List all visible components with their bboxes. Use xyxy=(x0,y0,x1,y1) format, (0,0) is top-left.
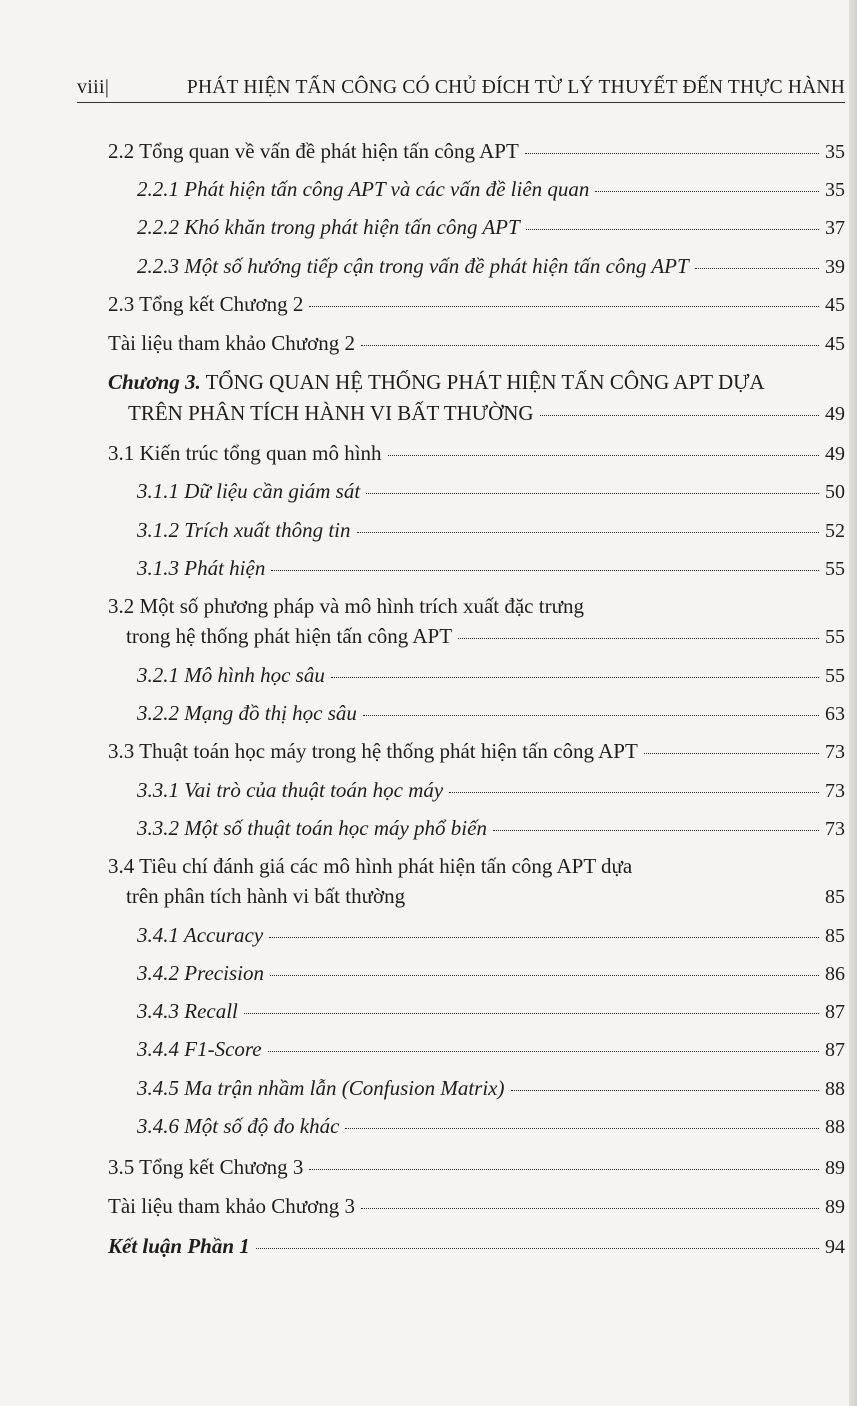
toc-entry-3-1-3[interactable] xyxy=(137,556,845,581)
toc-leader-dots xyxy=(270,975,819,976)
toc-entry-3-4-2[interactable] xyxy=(137,961,845,986)
toc-leader-dots xyxy=(366,493,819,494)
toc-page-number: 87 xyxy=(825,1001,845,1023)
toc-entry-2-3[interactable] xyxy=(108,292,845,317)
toc-entry-label: 3.3.1 Vai trò của thuật toán học máy xyxy=(137,778,444,802)
toc-page-number: 85 xyxy=(825,886,845,908)
toc-leader-dots xyxy=(493,830,819,831)
toc-entry-3-4-3[interactable] xyxy=(137,999,845,1024)
toc-entry-conclusion-part1[interactable] xyxy=(108,1234,845,1259)
toc-page-number: 85 xyxy=(825,925,845,947)
page-number: viii| xyxy=(77,76,110,98)
toc-entry-label-line2: trong hệ thống phát hiện tấn công APT xyxy=(126,624,453,648)
chapter-label: Chương 3. xyxy=(108,370,201,394)
toc-entry-3-1-1[interactable] xyxy=(137,479,845,504)
toc-entry-3-3[interactable] xyxy=(108,739,845,764)
toc-page-number: 73 xyxy=(825,818,845,840)
toc-leader-dots xyxy=(363,715,819,716)
toc-leader-dots xyxy=(511,1090,820,1091)
toc-leader-dots xyxy=(540,415,819,416)
toc-entry-3-4-1[interactable] xyxy=(137,923,845,948)
toc-entry-3-1[interactable] xyxy=(108,441,845,466)
toc-entry-3-4-line2[interactable] xyxy=(126,884,845,909)
toc-page-number: 88 xyxy=(825,1078,845,1100)
running-title: PHÁT HIỆN TẤN CÔNG CÓ CHỦ ĐÍCH TỪ LÝ THUYẾT ĐẾN THỰC HÀNH xyxy=(186,77,845,98)
toc-chapter-3-heading-line2[interactable] xyxy=(128,401,845,426)
toc-leader-dots xyxy=(345,1128,819,1129)
toc-leader-dots xyxy=(595,191,819,192)
toc-entry-label: 3.1.2 Trích xuất thông tin xyxy=(137,518,351,542)
toc-leader-dots xyxy=(644,753,819,754)
toc-entry-label: 3.4.5 Ma trận nhầm lẫn (Confusion Matrix) xyxy=(137,1076,505,1100)
toc-page-number: 49 xyxy=(825,443,845,465)
toc-page-number: 73 xyxy=(825,780,845,802)
toc-page-number: 39 xyxy=(825,256,845,278)
toc-entry-label: 2.2 Tổng quan về vấn đề phát hiện tấn công APT xyxy=(108,139,519,163)
toc-entry-3-4-5[interactable] xyxy=(137,1076,845,1101)
toc-entry-3-2-line1[interactable] xyxy=(108,594,584,619)
toc-leader-dots xyxy=(361,345,819,346)
toc-entry-label: Kết luận Phần 1 xyxy=(108,1234,250,1258)
toc-leader-dots xyxy=(256,1248,819,1249)
toc-entry-label: Tài liệu tham khảo Chương 2 xyxy=(108,331,356,355)
toc-leader-dots xyxy=(526,229,819,230)
toc-leader-space xyxy=(411,898,819,899)
toc-leader-dots xyxy=(244,1013,819,1014)
toc-page-number: 73 xyxy=(825,741,845,763)
toc-entry-label: 3.3 Thuật toán học máy trong hệ thống phát hiện tấn công APT xyxy=(108,739,638,763)
toc-entry-label: 2.2.3 Một số hướng tiếp cận trong vấn đề phát hiện tấn công APT xyxy=(137,254,689,278)
toc-leader-dots xyxy=(449,792,819,793)
toc-page-number: 86 xyxy=(825,963,845,985)
toc-entry-label-line2: trên phân tích hành vi bất thường xyxy=(126,884,406,908)
toc-entry-3-3-1[interactable] xyxy=(137,778,845,803)
toc-entry-3-2-line2[interactable] xyxy=(126,624,845,649)
toc-entry-3-4-line1[interactable] xyxy=(108,854,632,879)
toc-entry-2-2-2[interactable] xyxy=(137,215,845,240)
toc-leader-dots xyxy=(268,1051,819,1052)
toc-page-number: 35 xyxy=(825,179,845,201)
toc-entry-3-2-2[interactable] xyxy=(137,701,845,726)
toc-page-number: 63 xyxy=(825,703,845,725)
toc-leader-dots xyxy=(525,153,819,154)
toc-leader-dots xyxy=(458,638,819,639)
toc-entry-label: 3.4.6 Một số độ đo khác xyxy=(137,1114,340,1138)
toc-page-number: 89 xyxy=(825,1196,845,1218)
toc-leader-dots xyxy=(309,1169,819,1170)
toc-leader-dots xyxy=(269,937,819,938)
toc-entry-label: 3.4.2 Precision xyxy=(137,961,264,985)
toc-entry-label: 3.5 Tổng kết Chương 3 xyxy=(108,1155,304,1179)
toc-entry-label: 3.1.1 Dữ liệu cần giám sát xyxy=(137,479,361,503)
toc-entry-label: 3.1.3 Phát hiện xyxy=(137,556,266,580)
toc-leader-dots xyxy=(388,455,819,456)
toc-page-number: 88 xyxy=(825,1116,845,1138)
toc-chapter-3-heading[interactable] xyxy=(108,370,765,395)
toc-entry-label: 3.4.3 Recall xyxy=(137,999,238,1023)
toc-page-number: 55 xyxy=(825,558,845,580)
toc-entry-label: 3.4.1 Accuracy xyxy=(137,923,264,947)
toc-entry-label: 3.2.1 Mô hình học sâu xyxy=(137,663,325,687)
toc-entry-label: 3.4.4 F1-Score xyxy=(137,1037,262,1061)
toc-entry-3-5[interactable] xyxy=(108,1155,845,1180)
toc-entry-2-2-3[interactable] xyxy=(137,254,845,279)
toc-entry-3-3-2[interactable] xyxy=(137,816,845,841)
toc-leader-dots xyxy=(695,268,819,269)
toc-page-number: 35 xyxy=(825,141,845,163)
toc-entry-label: 2.3 Tổng kết Chương 2 xyxy=(108,292,304,316)
toc-page-number: 94 xyxy=(825,1236,845,1258)
toc-page-number: 45 xyxy=(825,333,845,355)
toc-entry-3-1-2[interactable] xyxy=(137,518,845,543)
toc-entry-references-ch2[interactable] xyxy=(108,331,845,356)
page-edge xyxy=(849,0,857,1406)
toc-entry-label-line1: 3.2 Một số phương pháp và mô hình trích xuất đặc trưng xyxy=(108,594,584,618)
toc-entry-label: 2.2.2 Khó khăn trong phát hiện tấn công APT xyxy=(137,215,520,239)
toc-page-number: 55 xyxy=(825,626,845,648)
toc-entry-2-2-1[interactable] xyxy=(137,177,845,202)
toc-leader-dots xyxy=(361,1208,819,1209)
toc-leader-dots xyxy=(271,570,819,571)
toc-page-number: 55 xyxy=(825,665,845,687)
toc-entry-label: 3.1 Kiến trúc tổng quan mô hình xyxy=(108,441,382,465)
chapter-title-line2: TRÊN PHÂN TÍCH HÀNH VI BẤT THƯỜNG xyxy=(128,401,534,425)
toc-leader-dots xyxy=(331,677,819,678)
toc-entry-label: 3.3.2 Một số thuật toán học máy phổ biến xyxy=(137,816,487,840)
toc-leader-dots xyxy=(309,306,819,307)
toc-entry-2-2[interactable] xyxy=(108,139,845,164)
toc-entry-3-4-6[interactable] xyxy=(137,1114,845,1139)
page-header xyxy=(77,76,845,103)
toc-page-number: 52 xyxy=(825,520,845,542)
toc-entry-references-ch3[interactable] xyxy=(108,1194,845,1219)
toc-page-number: 87 xyxy=(825,1039,845,1061)
toc-page-number: 50 xyxy=(825,481,845,503)
toc-entry-label: 3.2.2 Mạng đồ thị học sâu xyxy=(137,701,357,725)
chapter-title-line1: TỔNG QUAN HỆ THỐNG PHÁT HIỆN TẤN CÔNG APT DỰA xyxy=(200,370,765,394)
toc-leader-dots xyxy=(357,532,819,533)
toc-entry-label: 2.2.1 Phát hiện tấn công APT và các vấn đề liên quan xyxy=(137,177,590,201)
toc-page-number: 45 xyxy=(825,294,845,316)
toc-page-number: 89 xyxy=(825,1157,845,1179)
toc-entry-3-4-4[interactable] xyxy=(137,1037,845,1062)
toc-entry-3-2-1[interactable] xyxy=(137,663,845,688)
toc-entry-label-line1: 3.4 Tiêu chí đánh giá các mô hình phát hiện tấn công APT dựa xyxy=(108,854,633,878)
toc-entry-label: Tài liệu tham khảo Chương 3 xyxy=(108,1194,356,1218)
toc-page-number: 37 xyxy=(825,217,845,239)
toc-page-number: 49 xyxy=(825,403,845,425)
